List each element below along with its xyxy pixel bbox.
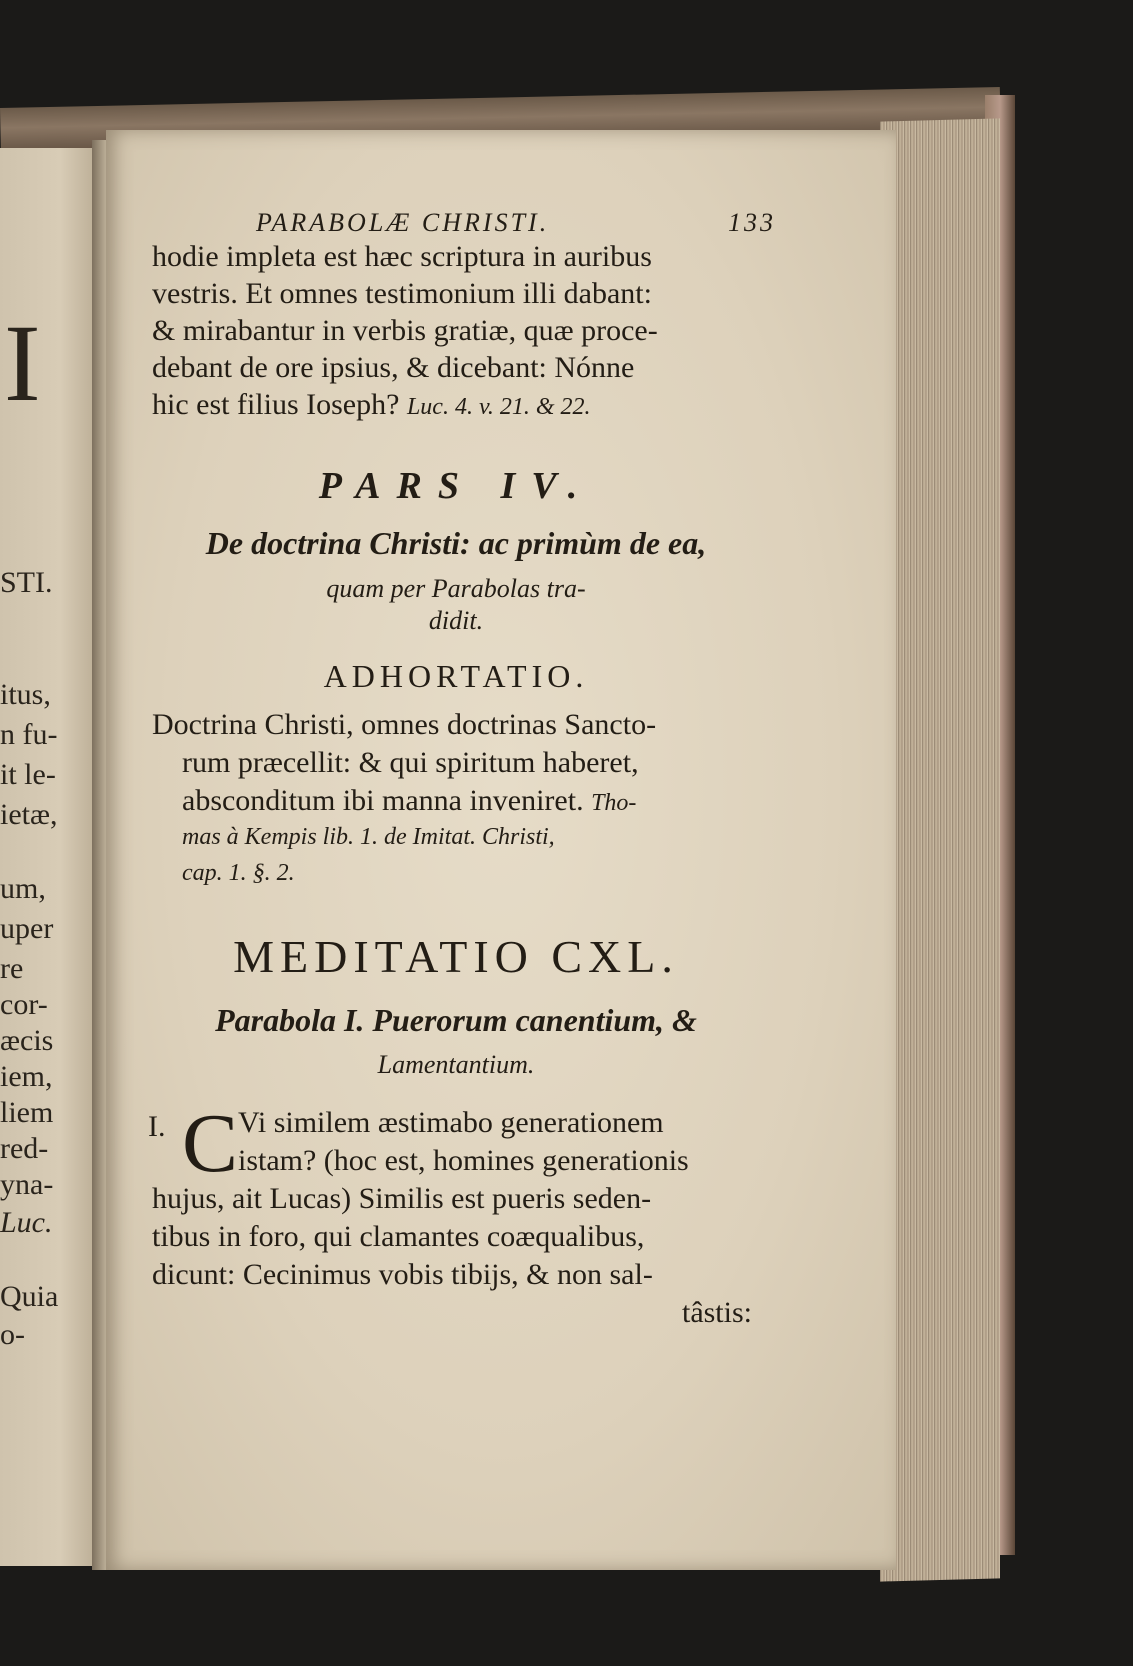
left-fragment: STI. <box>0 566 53 599</box>
meditatio-heading: MEDITATIO CXL. <box>233 931 679 982</box>
recto-page <box>106 130 896 1570</box>
left-fragment: o- <box>0 1318 25 1351</box>
adhortatio-line: rum præcellit: & qui spiritum haberet, <box>182 746 639 779</box>
text-line: debant de ore ipsius, & dicebant: Nónne <box>152 351 635 384</box>
left-fragment: uper <box>0 912 54 945</box>
left-fragment: yna- <box>0 1168 54 1201</box>
page-number: 133 <box>728 208 776 237</box>
left-page-fragment <box>0 148 100 1566</box>
left-fragment: itus, <box>0 678 51 711</box>
body-line: Vi similem æstimabo generationem <box>238 1106 664 1139</box>
text-line: vestris. Et omnes testimonium illi dabant: <box>152 277 652 310</box>
parabola-title: Parabola I. Puerorum canentium, & <box>215 1002 697 1038</box>
adhortatio-line: Doctrina Christi, omnes doctrinas Sancto- <box>152 708 657 741</box>
left-big-letter: I <box>4 302 41 424</box>
citation: cap. 1. §. 2. <box>182 860 295 886</box>
left-fragment: re <box>0 952 24 985</box>
text-line <box>152 388 752 422</box>
left-fragment: æcis <box>0 1024 54 1057</box>
left-fragment: it le- <box>0 758 56 791</box>
text-line: hodie impleta est hæc scriptura in auribus <box>152 240 652 273</box>
paragraph-number: I. <box>148 1110 166 1143</box>
adhortatio-line-part: absconditum ibi manna inveniret. <box>182 784 584 817</box>
adhortatio-line <box>182 784 782 818</box>
running-head <box>256 208 776 238</box>
scripture-reference: Luc. 4. v. 21. & 22. <box>406 394 591 420</box>
left-fragment: um, <box>0 872 46 905</box>
left-fragment: cor- <box>0 988 48 1021</box>
left-fragment: iem, <box>0 1060 53 1093</box>
body-line: istam? (hoc est, homines generationis <box>238 1144 689 1177</box>
catchword: tâstis: <box>681 1296 752 1329</box>
body-line: hujus, ait Lucas) Similis est pueris seden- <box>152 1182 652 1215</box>
left-fragment: ietæ, <box>0 798 58 831</box>
citation: Tho- <box>591 790 637 816</box>
drop-cap: C <box>182 1097 239 1190</box>
pars-heading: PARS IV. <box>318 465 594 507</box>
adhortatio-heading: ADHORTATIO. <box>323 658 589 694</box>
left-fragment: Luc. <box>0 1206 53 1239</box>
left-fragment: n fu- <box>0 718 58 751</box>
section-subtitle: didit. <box>428 606 484 635</box>
left-fragment: red- <box>0 1132 49 1165</box>
parabola-subtitle: Lamentantium. <box>377 1050 535 1079</box>
left-fragment: Quia <box>0 1280 59 1313</box>
running-head-title: PARABOLÆ CHRISTI. <box>256 208 550 237</box>
page-fore-edge <box>880 118 1000 1581</box>
body-line: tibus in foro, qui clamantes coæqualibus, <box>152 1220 645 1253</box>
left-fragment: liem <box>0 1096 54 1129</box>
section-title: De doctrina Christi: ac primùm de ea, <box>205 525 707 561</box>
text-line-part: hic est filius Ioseph? <box>152 388 400 421</box>
text-line: & mirabantur in verbis gratiæ, quæ proce- <box>152 314 658 347</box>
section-subtitle: quam per Parabolas tra- <box>326 574 586 603</box>
body-line: dicunt: Cecinimus vobis tibijs, & non sal- <box>152 1258 653 1291</box>
citation: mas à Kempis lib. 1. de Imitat. Christi, <box>182 824 555 850</box>
